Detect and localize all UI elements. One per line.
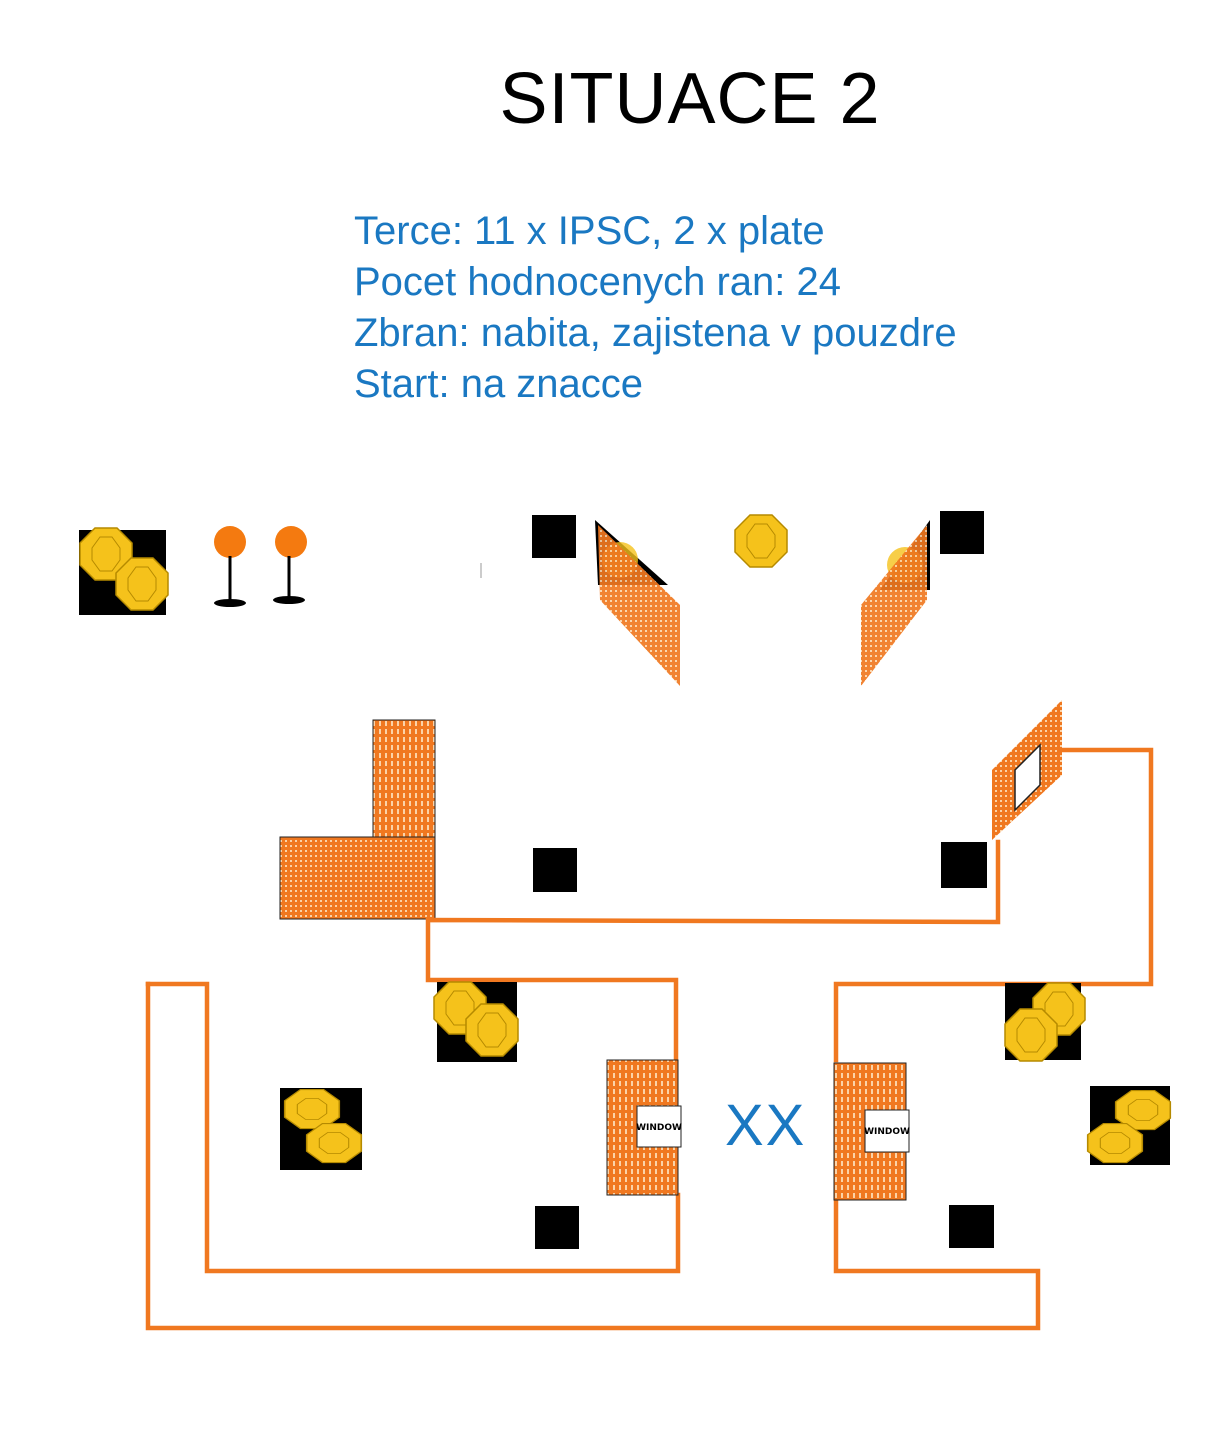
- no-shoot-bottom-1: [535, 1206, 579, 1249]
- rounds-line: Pocet hodnocenych ran: 24: [354, 260, 842, 304]
- no-shoot-mid-2: [941, 842, 987, 888]
- barricade-top-right: [861, 520, 930, 686]
- window-label-right: WINDOW: [864, 1127, 910, 1137]
- steel-plate-2: [273, 526, 307, 604]
- ipsc-target-pair-center-left: [434, 982, 518, 1062]
- barricade-top-left: [595, 520, 680, 686]
- steel-plate-1: [214, 526, 246, 607]
- ipsc-target-pair-left: [280, 1088, 362, 1170]
- ipsc-target-pair-center-right: [1005, 983, 1085, 1061]
- barricade-l-shape: [280, 720, 435, 919]
- targets-line: Terce: 11 x IPSC, 2 x plate: [354, 209, 825, 253]
- ipsc-target-pair-top-left: [79, 528, 168, 615]
- start-marker: XX: [725, 1093, 807, 1158]
- ipsc-target-pair-right: [1088, 1086, 1171, 1165]
- no-shoot-top-1: [532, 515, 576, 558]
- window-label-left: WINDOW: [636, 1123, 682, 1133]
- ipsc-target-top-center: [735, 515, 787, 567]
- no-shoot-top-2: [940, 511, 984, 554]
- weapon-line: Zbran: nabita, zajistena v pouzdre: [354, 311, 957, 355]
- no-shoot-mid-1: [533, 848, 577, 892]
- angled-window-panel: [992, 700, 1062, 840]
- page-title: SITUACE 2: [499, 59, 881, 139]
- start-line: Start: na znacce: [354, 362, 644, 406]
- no-shoot-bottom-2: [949, 1205, 994, 1248]
